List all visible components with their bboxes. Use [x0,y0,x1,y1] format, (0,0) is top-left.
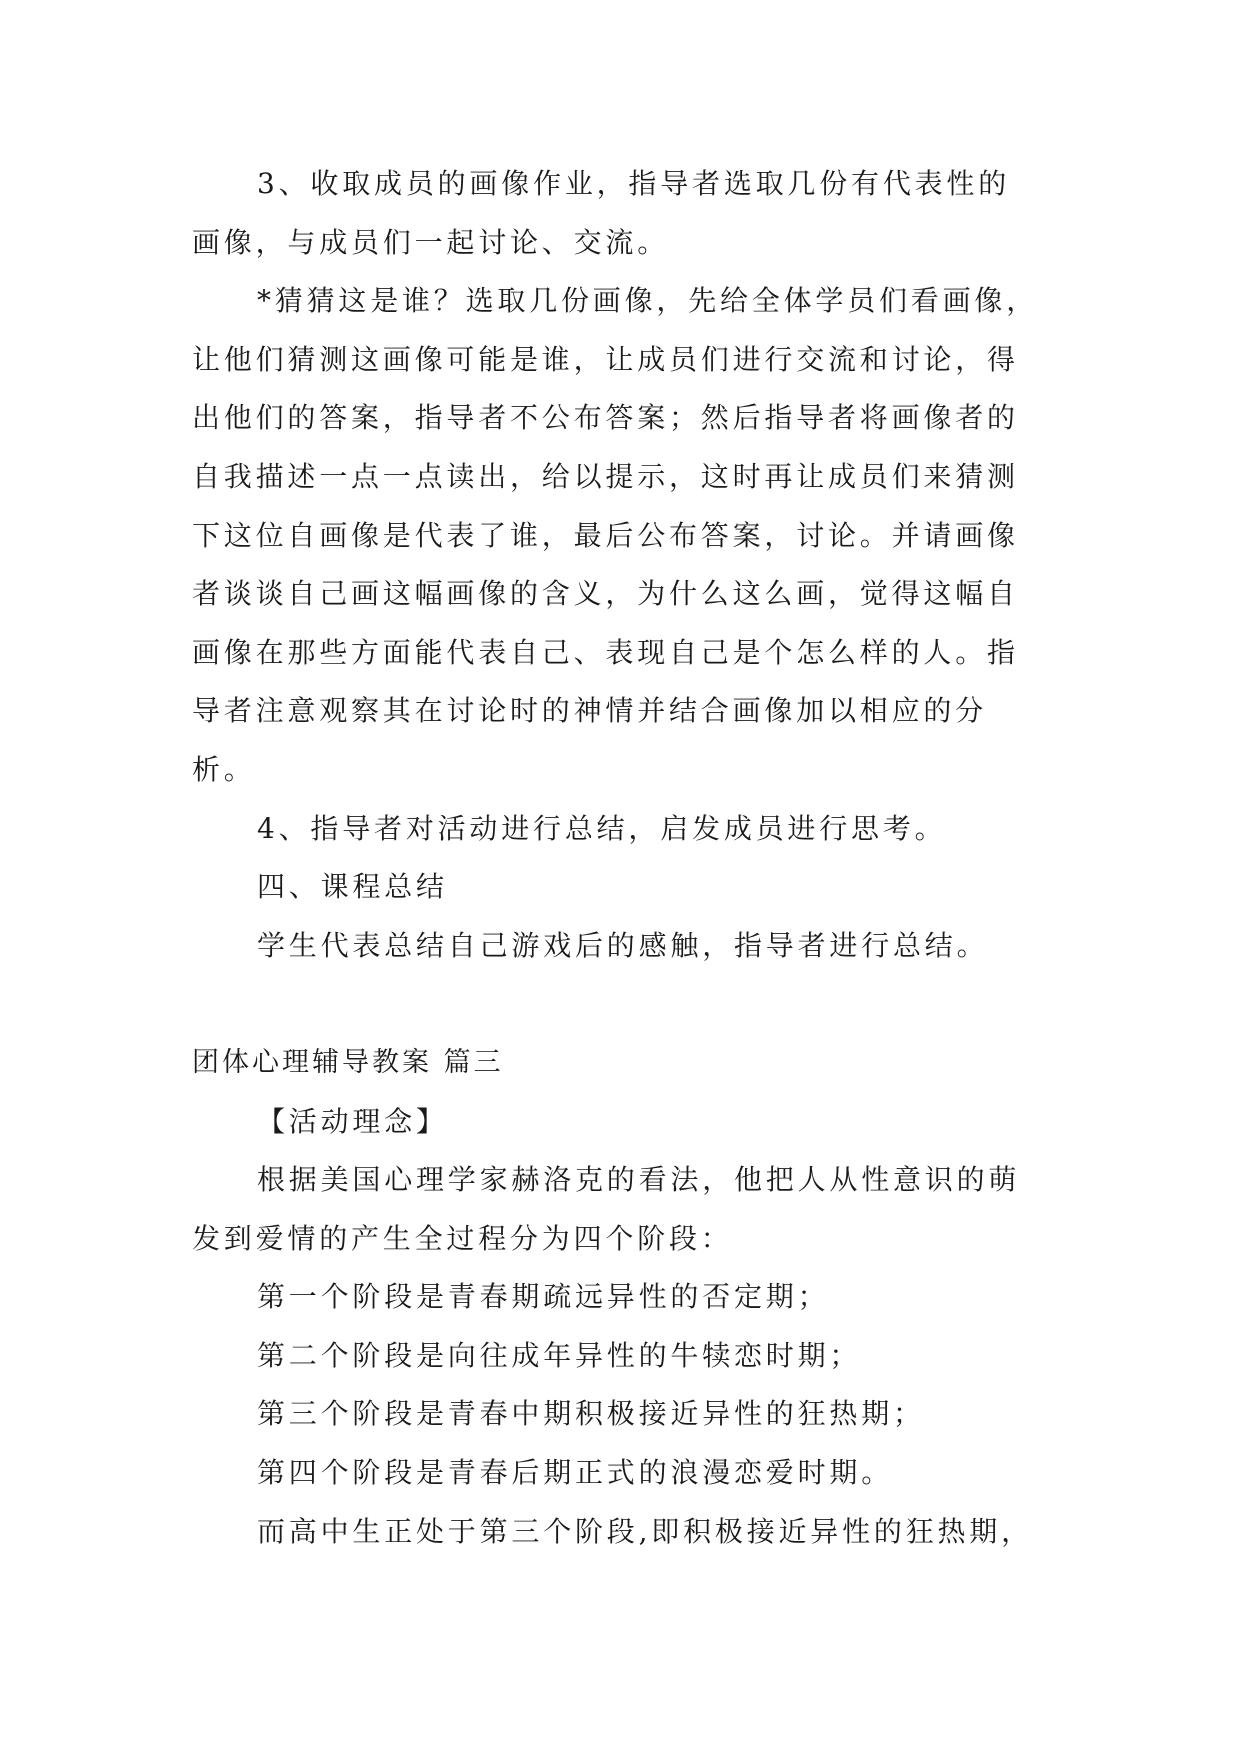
paragraph-line: *猜猜这是谁？选取几份画像，先给全体学员们看画像， [257,284,1039,318]
paragraph-line: 析。 [192,752,256,786]
paragraph-line: 根据美国心理学家赫洛克的看法，他把人从性意识的萌 [257,1163,1021,1197]
guess-activity-paragraph [0,272,1241,799]
paragraph-line: 画像在那些方面能代表自己、表现自己是个怎么样的人。指 [192,635,1019,669]
stage-item: 第一个阶段是青春期疏远异性的否定期； [257,1280,830,1314]
stage-list [0,1268,1241,1502]
paragraph-line: 者谈谈自己画这幅画像的含义，为什么这么画，觉得这幅自 [192,577,1019,611]
paragraph-line: 自我描述一点一点读出，给以提示，这时再让成员们来猜测 [192,459,1019,493]
activity-concept-closing: 而高中生正处于第三个阶段,即积极接近异性的狂热期， [257,1514,1033,1548]
stage-item: 第四个阶段是青春后期正式的浪漫恋爱时期。 [257,1456,894,1490]
document-page [0,155,1241,1561]
stage-item: 第三个阶段是青春中期积极接近异性的狂热期； [257,1397,925,1431]
paragraph-line: 发到爱情的产生全过程分为四个阶段： [192,1221,733,1255]
paragraph-line: 出他们的答案，指导者不公布答案；然后指导者将画像者的 [192,401,1019,435]
activity-concept-heading: 【活动理念】 [257,1104,448,1138]
stage-item: 第二个阶段是向往成年异性的牛犊恋时期； [257,1338,862,1372]
paragraph-line: 画像，与成员们一起讨论、交流。 [192,225,670,259]
paragraph-line: 下这位自画像是代表了谁，最后公布答案，讨论。并请画像 [192,518,1019,552]
paragraph-line: 3、收取成员的画像作业，指导者选取几份有代表性的 [257,167,1011,200]
activity-concept-section [0,1093,1241,1562]
section-title: 团体心理辅导教案 篇三 [192,1046,504,1078]
course-summary-paragraph: 学生代表总结自己游戏后的感触，指导者进行总结。 [257,928,989,962]
paragraph-line: 导者注意观察其在讨论时的神情并结合画像加以相应的分 [192,694,988,728]
paragraph-line: 让他们猜测这画像可能是谁，让成员们进行交流和讨论，得 [192,342,1019,376]
blank-line [0,975,1241,1034]
course-summary-heading: 四、课程总结 [257,870,448,904]
item-3-paragraph [0,155,1241,272]
activity-concept-intro [0,1151,1241,1268]
item-4-paragraph: 4、指导者对活动进行总结，启发成员进行思考。 [257,811,947,845]
